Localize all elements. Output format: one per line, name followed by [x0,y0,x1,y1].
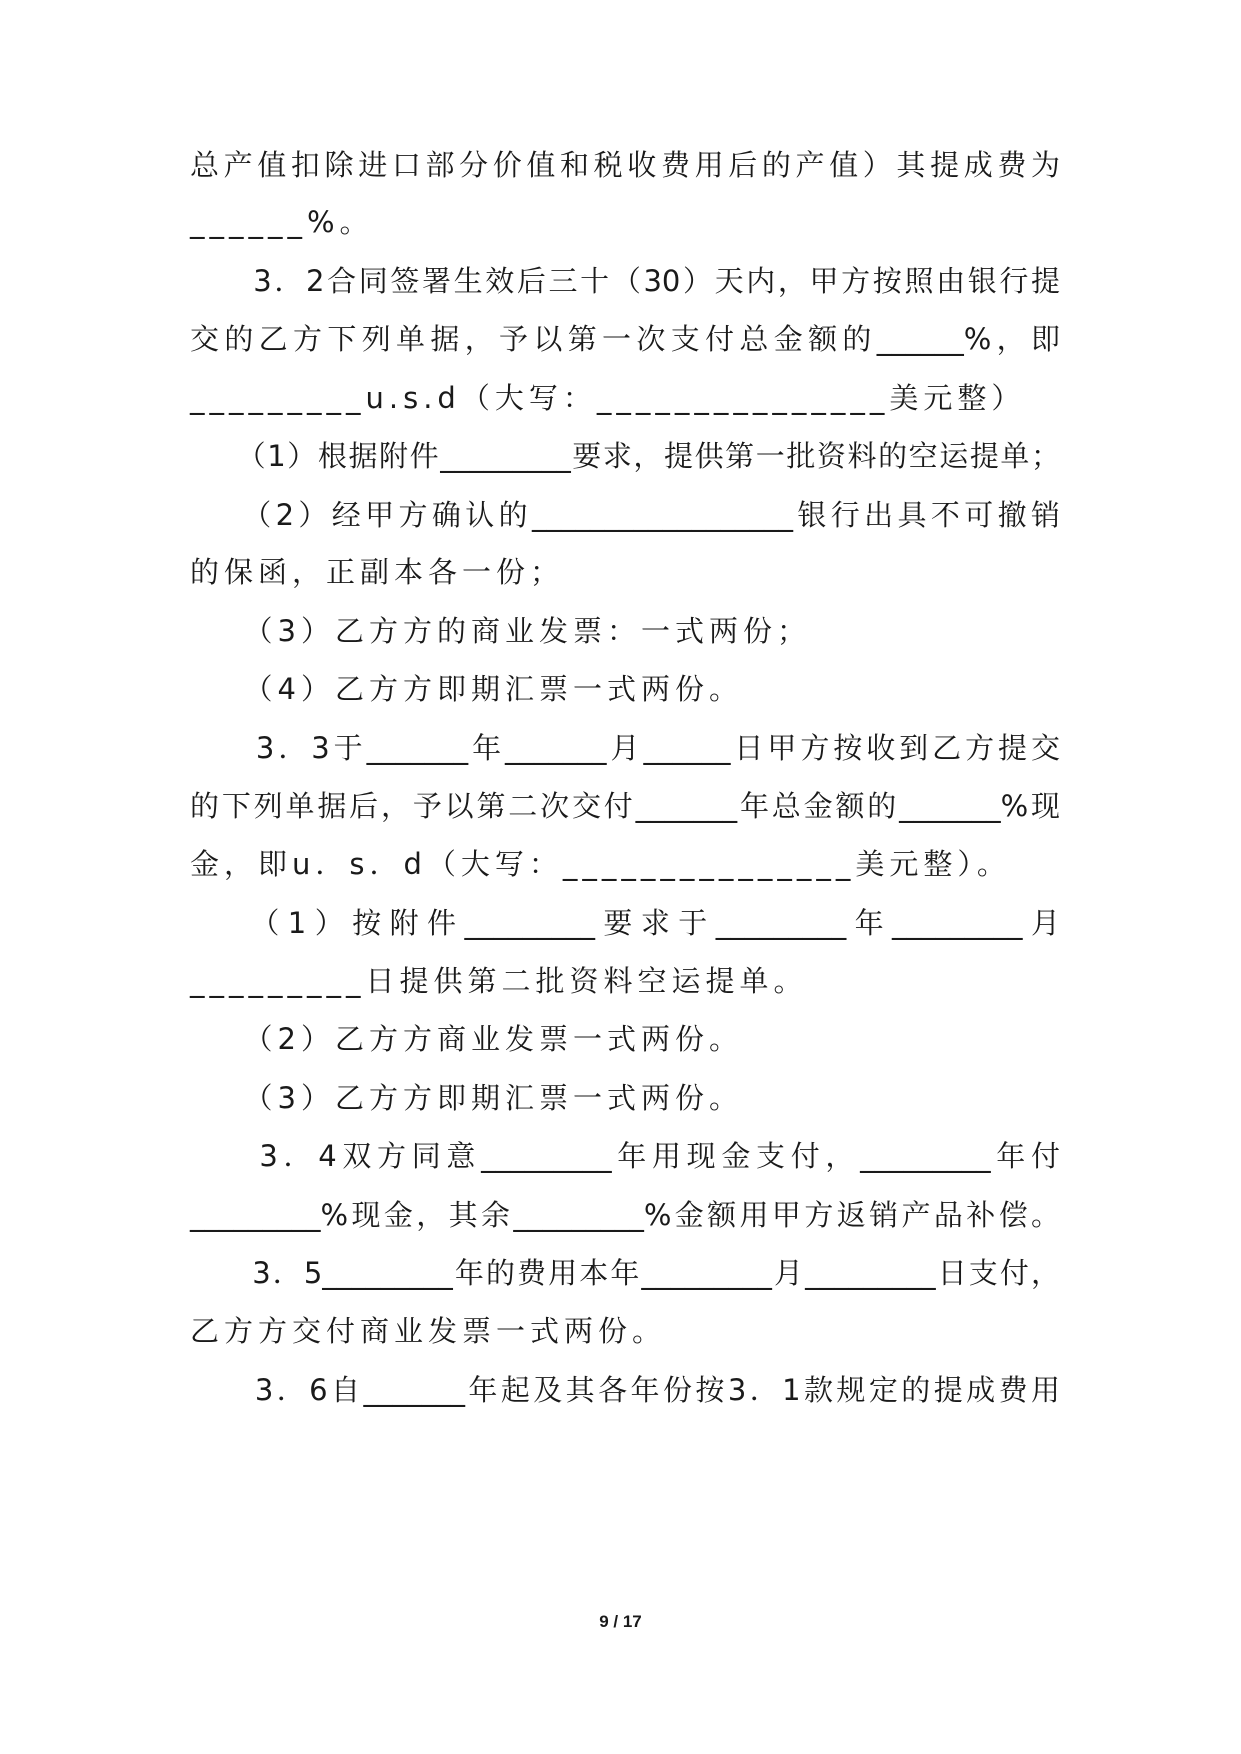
text-line: _________日提供第二批资料空运提单。 [190,964,808,998]
text-line: （1）按附件_________要求于_________年_________月 [190,906,1060,940]
text-line: 3．5_________年的费用本年_________月_________日支付， [190,1256,1060,1290]
text-line: （2）乙方方商业发票一式两份。 [190,1022,743,1056]
text-line: （3）乙方方的商业发票：一式两份； [190,614,811,648]
text-line: （4）乙方方即期汇票一式两份。 [190,672,743,706]
text-line: （2）经甲方确认的__________________银行出具不可撤销 [190,498,1060,532]
text-line: _________%现金，其余_________%金额用甲方返销产品补偿。 [190,1198,1060,1232]
text-line: 3．6自_______年起及其各年份按3．1款规定的提成费用 [190,1373,1060,1407]
text-line: 3．4双方同意_________年用现金支付，_________年付 [190,1139,1060,1173]
text-line: 的下列单据后，予以第二次交付_______年总金额的_______%现 [190,789,1060,823]
text-line: 3．2合同签署生效后三十（30）天内，甲方按照由银行提 [190,264,1060,298]
text-line: 总产值扣除进口部分价值和税收费用后的产值）其提成费为 [190,148,1060,182]
text-line: 交的乙方下列单据，予以第一次支付总金额的______%，即 [190,322,1060,356]
text-line: 的保函，正副本各一份； [190,555,565,589]
text-line: _________u.s.d（大写：_______________美元整） [190,381,1026,415]
text-line: 3．3于_______年_______月______日甲方按收到乙方提交 [190,731,1060,765]
text-line: （1）根据附件_________要求，提供第一批资料的空运提单； [190,439,1060,473]
text-line: 金，即u．s．d（大写：_______________美元整）。 [190,847,1011,881]
text-line: ______%。 [190,205,374,239]
text-line: 乙方方交付商业发票一式两份。 [190,1314,667,1348]
text-line: （3）乙方方即期汇票一式两份。 [190,1081,743,1115]
page-number: 9 / 17 [599,1612,642,1631]
